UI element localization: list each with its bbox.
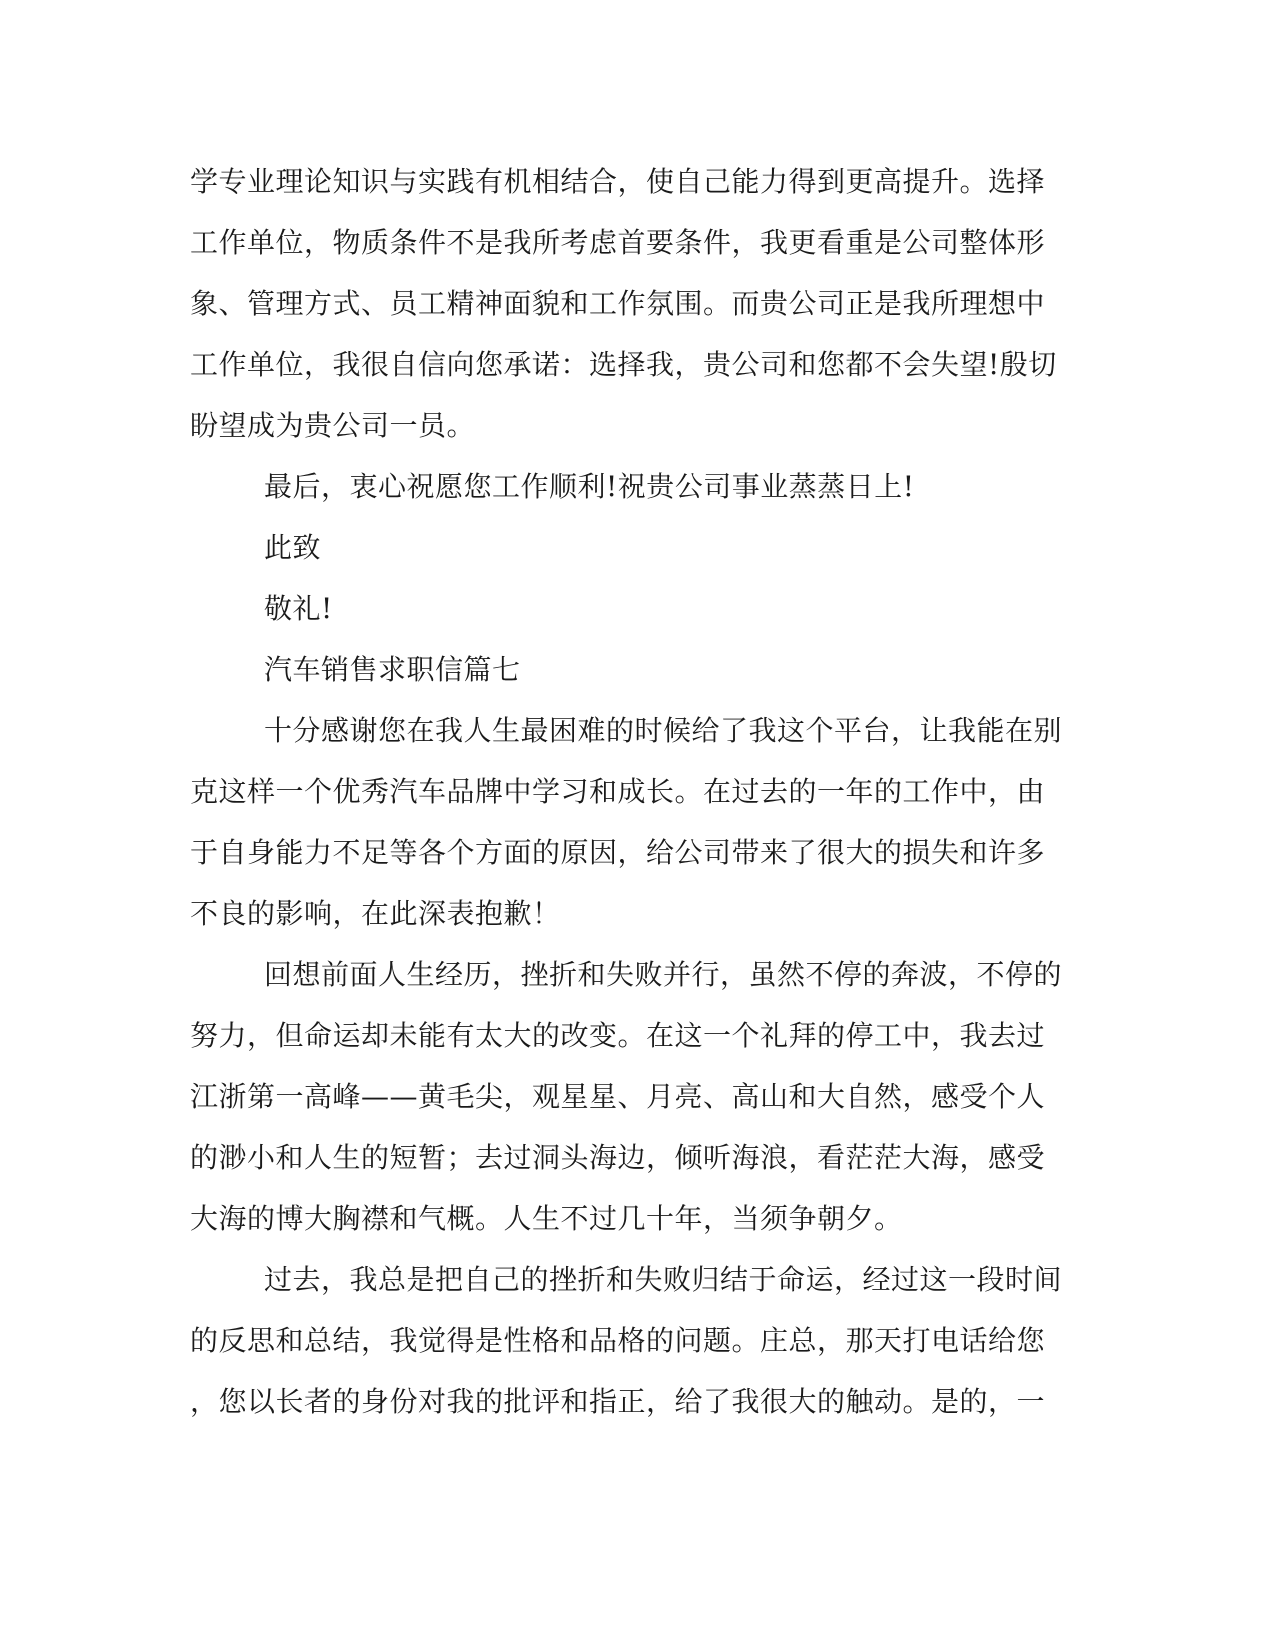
text-line: 不良的影响，在此深表抱歉！ [190, 897, 561, 930]
text-line: ，您以长者的身份对我的批评和指正，给了我很大的触动。是的，一 [190, 1385, 1046, 1418]
text-line: 回想前面人生经历，挫折和失败并行，虽然不停的奔波，不停的 [264, 958, 1063, 991]
section-heading: 汽车销售求职信篇七 [264, 653, 521, 686]
text-line: 努力，但命运却未能有太大的改变。在这一个礼拜的停工中，我去过 [190, 1019, 1046, 1052]
text-line: 象、管理方式、员工精神面貌和工作氛围。而贵公司正是我所理想中 [190, 287, 1046, 320]
text-line: 克这样一个优秀汽车品牌中学习和成长。在过去的一年的工作中，由 [190, 775, 1046, 808]
text-line: 江浙第一高峰——黄毛尖，观星星、月亮、高山和大自然，感受个人 [190, 1080, 1046, 1113]
text-line: 的反思和总结，我觉得是性格和品格的问题。庄总，那天打电话给您 [190, 1324, 1046, 1357]
text-line: 最后，衷心祝愿您工作顺利!祝贵公司事业蒸蒸日上! [264, 470, 915, 503]
text-line: 于自身能力不足等各个方面的原因，给公司带来了很大的损失和许多 [190, 836, 1046, 869]
text-line: 盼望成为贵公司一员。 [190, 409, 476, 442]
text-line: 敬礼! [264, 592, 333, 625]
text-line: 工作单位，物质条件不是我所考虑首要条件，我更看重是公司整体形 [190, 226, 1046, 259]
text-line: 十分感谢您在我人生最困难的时候给了我这个平台，让我能在别 [264, 714, 1063, 747]
text-line: 的渺小和人生的短暂；去过洞头海边，倾听海浪，看茫茫大海，感受 [190, 1141, 1046, 1174]
text-line: 工作单位，我很自信向您承诺：选择我，贵公司和您都不会失望!殷切 [190, 348, 1057, 381]
text-line: 大海的博大胸襟和气概。人生不过几十年，当须争朝夕。 [190, 1202, 903, 1235]
document-body [190, 151, 1080, 1432]
text-line: 过去，我总是把自己的挫折和失败归结于命运，经过这一段时间 [264, 1263, 1063, 1296]
text-line: 学专业理论知识与实践有机相结合，使自己能力得到更高提升。选择 [190, 165, 1046, 198]
text-line: 此致 [264, 531, 322, 564]
